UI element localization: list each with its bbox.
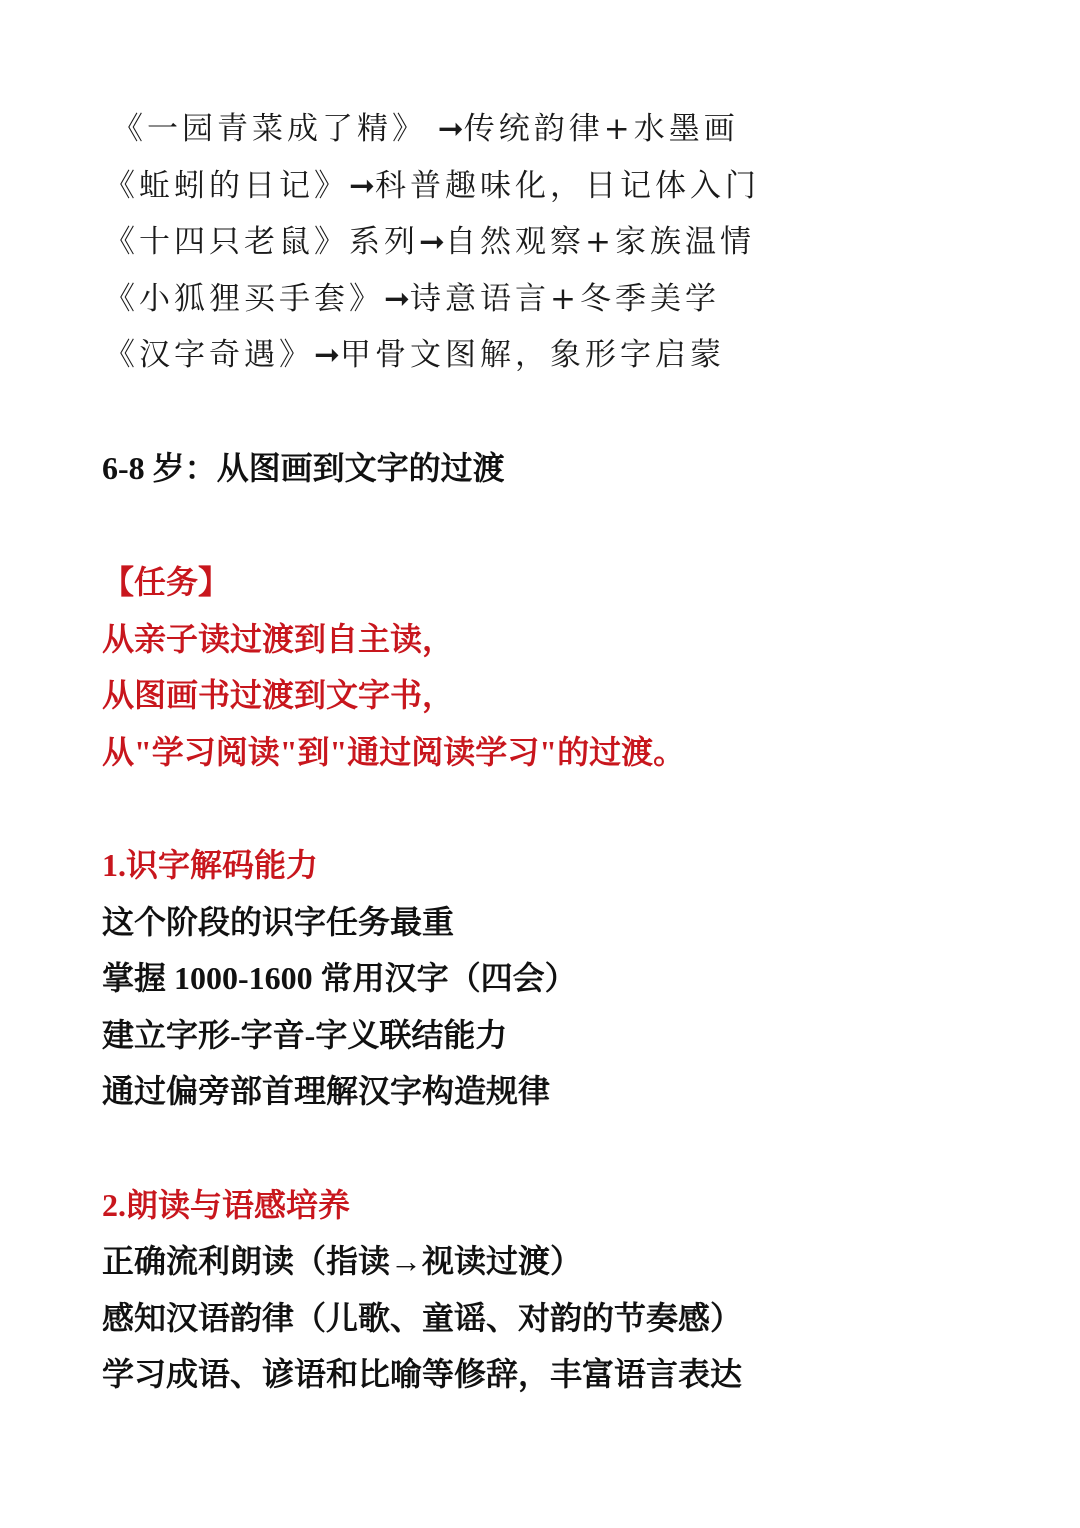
arrow-icon: ➞ xyxy=(314,337,340,373)
age-heading: 6-8 岁：从图画到文字的过渡 xyxy=(102,450,505,486)
book-title: 《汉字奇遇》 xyxy=(104,337,314,373)
section-item: 正确流利朗读（指读→视读过渡） xyxy=(102,1243,583,1279)
arrow-icon: ➞ xyxy=(349,168,375,204)
book-item-3 xyxy=(104,224,755,260)
section-item: 这个阶段的识字任务最重 xyxy=(102,904,455,940)
arrow-icon: ➞ xyxy=(427,111,464,147)
book-item-5 xyxy=(104,337,725,373)
book-item-1 xyxy=(112,111,739,147)
section-title-reading-aloud: 2.朗读与语感培养 xyxy=(102,1187,351,1223)
book-title: 《一园青菜成了精》 xyxy=(112,111,427,147)
book-title: 《十四只老鼠》系列 xyxy=(104,224,419,260)
section-item: 通过偏旁部首理解汉字构造规律 xyxy=(102,1073,551,1109)
book-description: 诗意语言+冬季美学 xyxy=(409,281,720,317)
book-description: 甲骨文图解，象形字启蒙 xyxy=(339,337,725,373)
book-item-2 xyxy=(104,168,760,204)
section-item: 掌握 1000-1600 常用汉字（四会） xyxy=(102,960,577,996)
book-item-4 xyxy=(104,281,720,317)
book-description: 传统韵律+水墨画 xyxy=(463,111,739,147)
book-title: 《小狐狸买手套》 xyxy=(104,281,384,317)
section-title-literacy: 1.识字解码能力 xyxy=(102,847,319,883)
book-description: 科普趣味化，日记体入门 xyxy=(374,168,760,204)
section-item: 建立字形-字音-字义联结能力 xyxy=(102,1017,508,1053)
book-description: 自然观察+家族温情 xyxy=(444,224,755,260)
section-item: 感知汉语韵律（儿歌、童谣、对韵的节奏感） xyxy=(102,1300,743,1336)
task-label: 【任务】 xyxy=(102,564,231,600)
task-line: 从图画书过渡到文字书， xyxy=(102,677,455,713)
book-title: 《蚯蚓的日记》 xyxy=(104,168,349,204)
arrow-icon: ➞ xyxy=(384,281,410,317)
task-line: 从"学习阅读"到"通过阅读学习"的过渡。 xyxy=(102,734,686,770)
task-line: 从亲子读过渡到自主读， xyxy=(102,621,455,657)
arrow-icon: ➞ xyxy=(419,224,445,260)
section-item: 学习成语、谚语和比喻等修辞，丰富语言表达 xyxy=(102,1356,743,1392)
